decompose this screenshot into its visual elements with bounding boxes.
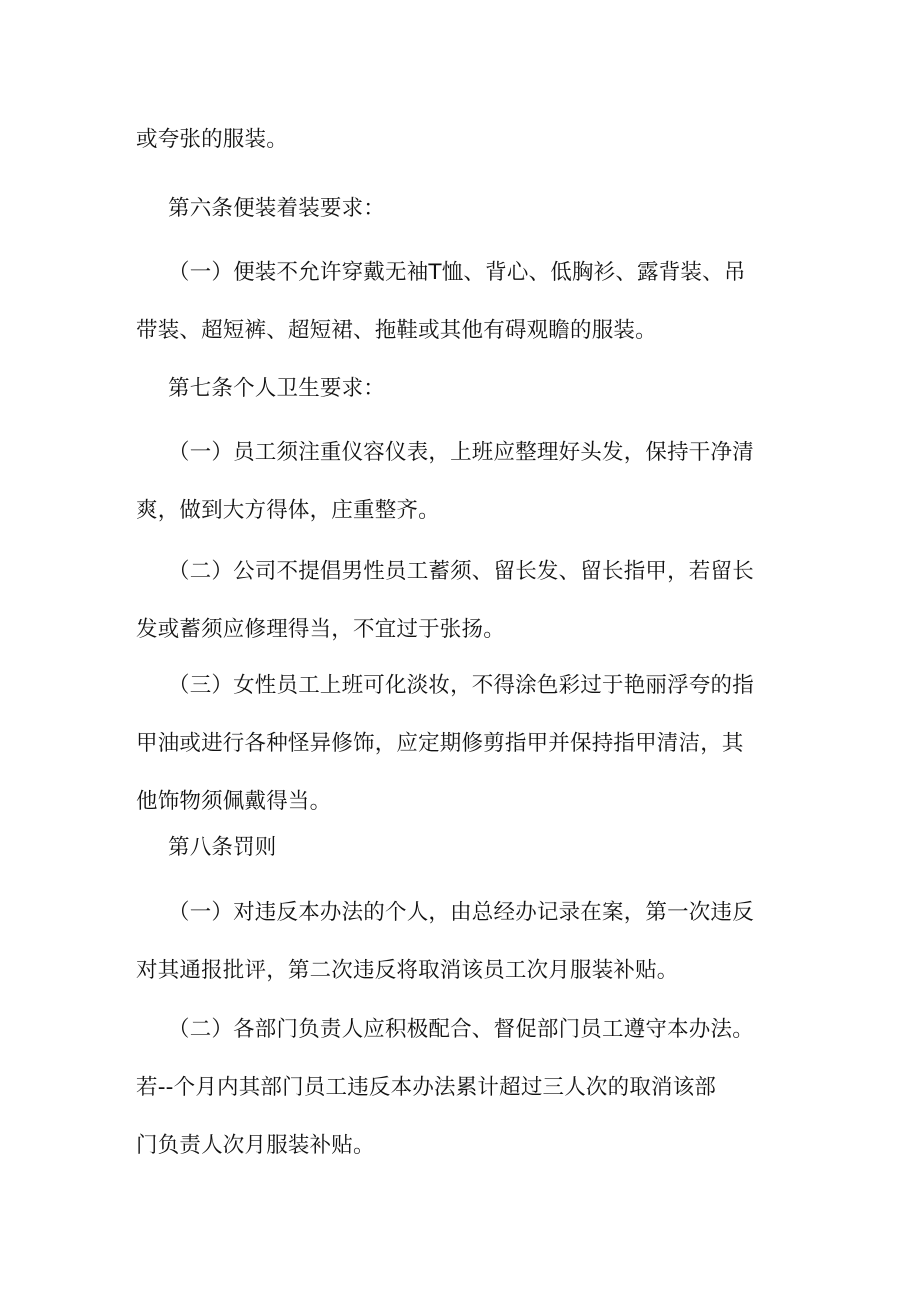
text-line: 若--个月内其部门员工违反本办法累计超过三人次的取消该部 [136, 1075, 717, 1100]
text-line: （二）公司不提倡男性员工蓄须、留长发、留长指甲，若留长 [168, 559, 754, 584]
paragraph-clothing-continuation [136, 111, 796, 169]
article-6-item-1 [136, 244, 796, 360]
text-line: 门负责人次月服装补贴。 [136, 1133, 375, 1158]
text-line: 第六条便装着装要求： [168, 196, 386, 221]
text-line: 带装、超短裤、超短裙、拖鞋或其他有碍观瞻的服装。 [136, 318, 657, 343]
text-line: （二）各部门负责人应积极配合、督促部门员工遵守本办法。 [168, 1017, 754, 1042]
article-7-heading [136, 360, 796, 418]
text-line: 甲油或进行各种怪异修饰，应定期修剪指甲并保持指甲清洁，其 [136, 731, 744, 756]
text-line: 他饰物须佩戴得当。 [136, 789, 332, 814]
text-line: （一）对违反本办法的个人，由总经办记录在案，第一次违反 [168, 900, 754, 925]
text-line: 爽，做到大方得体，庄重整齐。 [136, 498, 440, 523]
article-7-item-1 [136, 424, 796, 540]
text-line: 第八条罚则 [168, 835, 277, 860]
article-7-item-2 [136, 543, 796, 659]
text-line: 发或蓄须应修理得当，不宜过于张扬。 [136, 617, 505, 642]
article-8-item-2 [136, 1001, 796, 1175]
article-7-item-3 [136, 657, 796, 831]
text-line: （三）女性员工上班可化淡妆，不得涂色彩过于艳丽浮夸的指 [168, 673, 754, 698]
article-8-item-1 [136, 884, 796, 1000]
article-8-heading [136, 819, 796, 877]
text-line: （一）便装不允许穿戴无袖T恤、背心、低胸衫、露背装、吊 [168, 260, 746, 285]
text-line: 或夸张的服装。 [136, 127, 288, 152]
article-6-heading [136, 180, 796, 238]
text-line: （一）员工须注重仪容仪表，上班应整理好头发，保持干净清 [168, 440, 754, 465]
text-line: 对其通报批评，第二次违反将取消该员工次月服装补贴。 [136, 958, 679, 983]
text-line: 第七条个人卫生要求： [168, 376, 386, 401]
